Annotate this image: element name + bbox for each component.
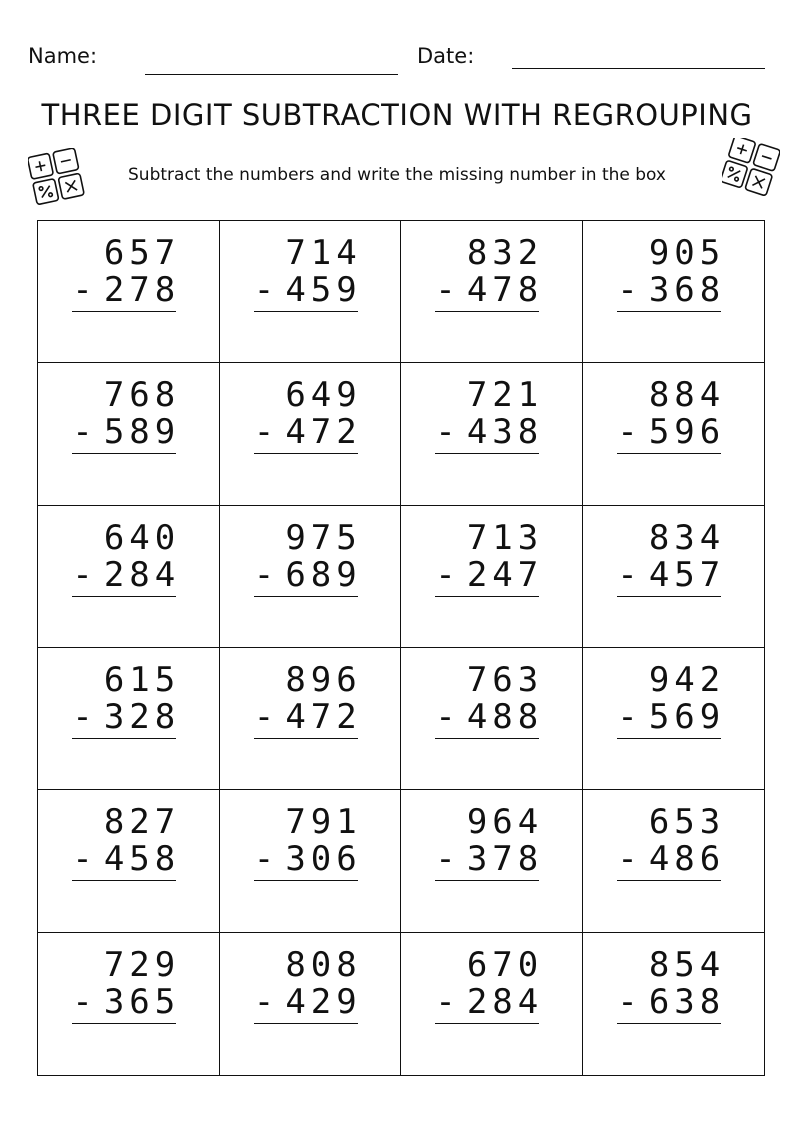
minus-sign: - (617, 696, 638, 737)
subtrahend: 306 (285, 839, 362, 880)
subtraction-problem (72, 377, 184, 454)
problem-cell[interactable] (38, 221, 220, 363)
minus-sign: - (72, 554, 93, 595)
subtrahend-row (254, 414, 366, 451)
minuend: 649 (285, 375, 362, 416)
minuend: 721 (466, 375, 544, 416)
problem-cell[interactable] (220, 933, 402, 1075)
minus-sign: - (435, 696, 456, 737)
minus-sign: - (72, 981, 93, 1022)
problem-cell[interactable] (401, 933, 583, 1075)
subtrahend: 284 (103, 554, 181, 595)
subtraction-problem (72, 517, 184, 597)
subtrahend: 458 (103, 839, 181, 880)
subtraction-problem (254, 804, 366, 881)
subtrahend-row (435, 414, 547, 451)
minuend: 896 (285, 659, 362, 700)
subtrahend: 368 (648, 270, 726, 310)
subtraction-problem (72, 944, 184, 1024)
minuend: 884 (648, 375, 726, 416)
subtrahend: 589 (103, 412, 181, 453)
problem-cell[interactable] (401, 506, 583, 648)
subtrahend-row (72, 841, 184, 878)
subtrahend: 596 (648, 412, 726, 453)
minus-sign: - (435, 554, 456, 595)
subtrahend: 278 (103, 270, 181, 310)
subtrahend: 247 (466, 554, 544, 595)
minus-sign: - (617, 554, 638, 595)
problem-cell[interactable] (401, 790, 583, 932)
problem-cell[interactable] (38, 363, 220, 505)
subtrahend-row (435, 696, 547, 737)
subtrahend-row (253, 696, 366, 737)
problem-cell[interactable] (583, 933, 765, 1075)
minuend: 808 (285, 944, 362, 985)
subtraction-problem (617, 944, 729, 1024)
problem-cell[interactable] (583, 363, 765, 505)
subtrahend: 638 (648, 981, 726, 1022)
subtraction-problem (435, 377, 547, 454)
problem-cell[interactable] (583, 221, 765, 363)
answer-line (617, 880, 721, 881)
subtraction-problem (435, 944, 547, 1024)
subtraction-problem (253, 517, 366, 597)
subtrahend-row (617, 554, 729, 595)
subtrahend: 486 (648, 839, 726, 880)
problem-cell[interactable] (220, 363, 402, 505)
answer-line (435, 453, 539, 454)
subtrahend-row (72, 554, 184, 595)
subtrahend-row (72, 414, 184, 451)
subtrahend-row (617, 414, 729, 451)
date-line[interactable] (512, 68, 765, 69)
minuend: 964 (466, 802, 544, 843)
subtrahend: 459 (285, 270, 362, 310)
problem-cell[interactable] (220, 506, 402, 648)
worksheet-title: THREE DIGIT SUBTRACTION WITH REGROUPING (41, 98, 753, 132)
answer-line (254, 738, 358, 739)
subtraction-problem (435, 235, 547, 312)
answer-line (254, 311, 358, 312)
subtrahend-row (617, 696, 729, 737)
minus-sign: - (253, 412, 275, 453)
answer-line (254, 596, 358, 597)
subtrahend: 429 (285, 981, 362, 1022)
minuend: 713 (466, 517, 544, 558)
answer-line (254, 880, 358, 881)
minus-sign: - (72, 696, 93, 737)
instructions-text: Subtract the numbers and write the missing number in the box (128, 165, 666, 185)
minuend: 657 (103, 233, 181, 273)
subtrahend-row (617, 841, 729, 878)
answer-line (617, 596, 721, 597)
subtraction-problem (435, 517, 547, 597)
problem-cell[interactable] (583, 790, 765, 932)
minus-sign: - (617, 412, 638, 453)
answer-line (254, 1023, 358, 1024)
subtraction-problem (254, 377, 366, 454)
subtraction-problem (617, 235, 729, 312)
problem-grid (37, 220, 765, 1076)
minus-sign: - (617, 981, 638, 1022)
name-label: Name: (28, 44, 98, 68)
minuend: 640 (103, 517, 181, 558)
subtrahend-row (617, 272, 729, 309)
answer-line (72, 880, 176, 881)
answer-line (617, 1023, 721, 1024)
minuend: 975 (285, 517, 362, 558)
minuend: 714 (285, 233, 362, 273)
problem-cell[interactable] (401, 221, 583, 363)
answer-line (72, 596, 176, 597)
minus-sign: - (435, 839, 456, 880)
minuend: 729 (103, 944, 181, 985)
subtrahend-row (253, 554, 366, 595)
answer-line (72, 311, 176, 312)
answer-line (435, 880, 539, 881)
subtrahend-row (435, 981, 547, 1022)
subtrahend: 457 (648, 554, 726, 595)
subtraction-problem (435, 659, 547, 739)
minus-sign: - (253, 554, 275, 595)
subtrahend-row (72, 696, 184, 737)
subtrahend: 478 (466, 270, 544, 310)
problem-cell[interactable] (220, 648, 402, 790)
minus-sign: - (253, 839, 275, 880)
problem-cell[interactable] (401, 363, 583, 505)
subtrahend: 284 (466, 981, 544, 1022)
minuend: 942 (648, 659, 726, 700)
problem-cell[interactable] (38, 648, 220, 790)
subtrahend: 689 (285, 554, 362, 595)
minus-sign: - (435, 270, 456, 310)
subtrahend: 472 (285, 412, 362, 453)
minus-sign: - (253, 696, 275, 737)
subtrahend: 378 (466, 839, 544, 880)
minuend: 653 (648, 802, 726, 843)
subtrahend: 472 (285, 696, 362, 737)
answer-line (617, 311, 721, 312)
subtrahend-row (72, 981, 184, 1022)
minus-sign: - (72, 412, 93, 453)
subtrahend: 488 (466, 696, 544, 737)
problem-cell[interactable] (583, 648, 765, 790)
subtrahend-row (617, 981, 729, 1022)
minuend: 768 (103, 375, 181, 416)
minuend: 905 (648, 233, 726, 273)
problem-cell[interactable] (401, 648, 583, 790)
subtrahend-row (435, 554, 547, 595)
minus-sign: - (253, 981, 275, 1022)
subtrahend-row (435, 272, 547, 309)
minuend: 670 (466, 944, 544, 985)
name-line[interactable] (145, 74, 398, 75)
subtraction-problem (253, 944, 366, 1024)
answer-line (435, 738, 539, 739)
minus-sign: - (617, 270, 638, 310)
answer-line (617, 738, 721, 739)
answer-line (617, 453, 721, 454)
answer-line (72, 453, 176, 454)
minuend: 832 (466, 233, 544, 273)
subtrahend: 328 (103, 696, 181, 737)
subtrahend: 365 (103, 981, 181, 1022)
minus-sign: - (72, 270, 93, 310)
problem-cell[interactable] (583, 506, 765, 648)
minus-sign: - (435, 981, 456, 1022)
minuend: 763 (466, 659, 544, 700)
answer-line (435, 1023, 539, 1024)
date-label: Date: (417, 44, 475, 68)
answer-line (254, 453, 358, 454)
minuend: 834 (648, 517, 726, 558)
minus-sign: - (253, 270, 275, 310)
subtraction-problem (617, 517, 729, 597)
subtrahend: 438 (466, 412, 544, 453)
subtrahend: 569 (648, 696, 726, 737)
subtraction-problem (617, 804, 729, 881)
subtraction-problem (72, 659, 184, 739)
problem-cell[interactable] (220, 221, 402, 363)
subtraction-problem (72, 235, 184, 312)
problem-cell[interactable] (38, 933, 220, 1075)
minuend: 854 (648, 944, 726, 985)
math-symbols-icon-right (722, 138, 780, 196)
minuend: 827 (103, 802, 181, 843)
subtraction-problem (254, 235, 366, 312)
problem-cell[interactable] (220, 790, 402, 932)
answer-line (435, 311, 539, 312)
minuend: 791 (285, 802, 362, 843)
subtrahend-row (254, 272, 366, 309)
subtrahend-row (253, 981, 366, 1022)
subtraction-problem (253, 659, 366, 739)
problem-cell[interactable] (38, 506, 220, 648)
minus-sign: - (72, 839, 93, 880)
subtraction-problem (72, 804, 184, 881)
subtraction-problem (435, 804, 547, 881)
problem-cell[interactable] (38, 790, 220, 932)
answer-line (435, 596, 539, 597)
subtraction-problem (617, 377, 729, 454)
minus-sign: - (617, 839, 638, 880)
subtrahend-row (72, 272, 184, 309)
minus-sign: - (435, 412, 456, 453)
minuend: 615 (103, 659, 181, 700)
subtraction-problem (617, 659, 729, 739)
subtrahend-row (254, 841, 366, 878)
subtrahend-row (435, 841, 547, 878)
answer-line (72, 1023, 176, 1024)
answer-line (72, 738, 176, 739)
